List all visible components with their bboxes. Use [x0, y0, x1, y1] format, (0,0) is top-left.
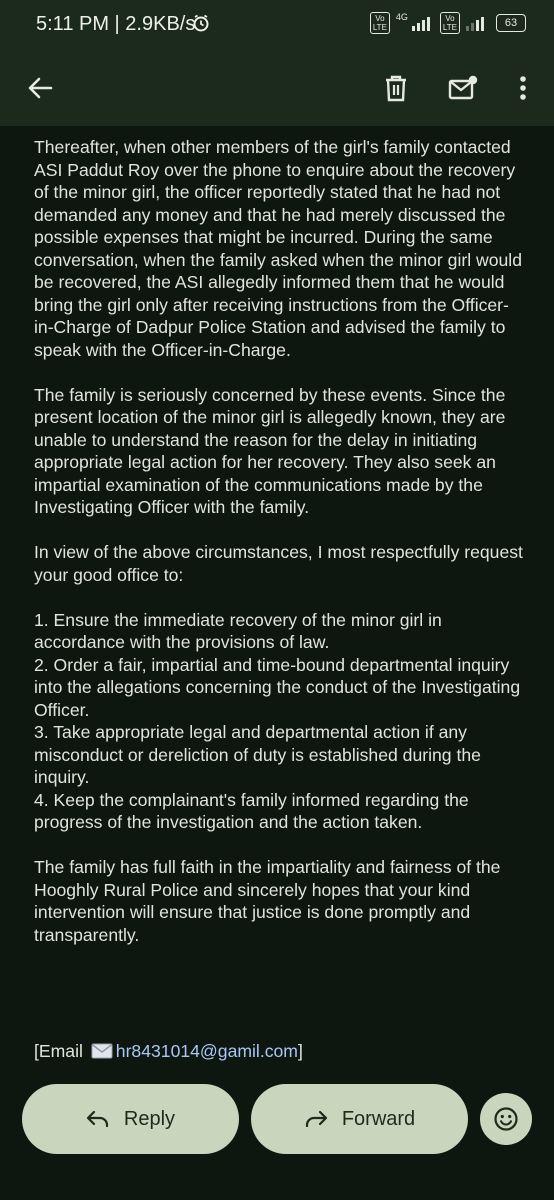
- emoji-smile-icon: [493, 1106, 519, 1132]
- more-vert-icon: [519, 75, 527, 101]
- mail-unread-icon: [448, 75, 478, 101]
- email-body: [34, 136, 526, 969]
- network-type: 4G: [395, 12, 408, 22]
- volte-indicator-2: Vo LTE: [440, 12, 460, 34]
- reply-button[interactable]: [22, 1084, 239, 1154]
- paragraph-1: Thereafter, when other members of the girl's family contacted ASI Paddut Roy over the phone to enquire about the recovery of the minor girl, the officer reportedly stated that he had not demanded any money and that he had merely discussed the possible expenses that might be incurred. During the same conversation, when the family asked when the minor girl would be recovered, the ASI allegedly informed them that he would bring the girl only after receiving instructions from the Officer-in-Charge of Dadpur Police Station and advised the family to speak with the Officer-in-Charge.: [34, 137, 522, 360]
- email-signature-line: [34, 1040, 303, 1064]
- list-item-1: 1. Ensure the immediate recovery of the minor girl in accordance with the provisions of law.: [34, 609, 442, 652]
- status-time: 5:11 PM | 2.9KB/s: [36, 13, 196, 35]
- reply-label: Reply: [123, 1107, 176, 1130]
- delete-button[interactable]: [378, 70, 414, 106]
- email-suffix: ]: [297, 1041, 303, 1061]
- closing-paragraph: The family has full faith in the impartiality and fairness of the Hooghly Rural Police and sincerely hopes that your kind intervention will ensure that justice is done promptly and transparently.: [34, 857, 501, 945]
- more-options-button[interactable]: [505, 70, 541, 106]
- email-link[interactable]: hr8431014@gamil.com: [115, 1041, 298, 1061]
- forward-label: Forward: [341, 1107, 416, 1130]
- reply-icon: [86, 1110, 110, 1128]
- list-item-3: 3. Take appropriate legal and departmental action if any misconduct or dereliction of duty is established during the inquiry.: [34, 722, 481, 787]
- trash-icon: [384, 74, 408, 102]
- email-prefix: [Email: [34, 1041, 83, 1061]
- mark-unread-button[interactable]: [445, 70, 481, 106]
- list-item-4: 4. Keep the complainant's family informed regarding the progress of the investigation and the action taken.: [34, 789, 469, 832]
- back-button[interactable]: [22, 70, 58, 106]
- arrow-left-icon: [27, 75, 53, 101]
- signal-icon-2: [466, 15, 484, 31]
- app-bar: [0, 52, 554, 126]
- volte-indicator-1: Vo LTE: [370, 12, 390, 34]
- list-item-2: 2. Order a fair, impartial and time-bound departmental inquiry into the allegations concerning the conduct of the Investigating Officer.: [34, 654, 521, 720]
- paragraph-3: In view of the above circumstances, I most respectfully request your good office to:: [34, 542, 523, 585]
- status-icons: [370, 12, 526, 34]
- emoji-reaction-button[interactable]: [480, 1093, 532, 1145]
- status-bar: [0, 0, 554, 52]
- forward-icon: [304, 1110, 328, 1128]
- signal-icon-1: [412, 15, 430, 31]
- envelope-icon: [91, 1042, 113, 1064]
- alarm-icon: [192, 14, 210, 37]
- battery-indicator: 63: [496, 14, 526, 32]
- paragraph-2: The family is seriously concerned by these events. Since the present location of the minor girl is allegedly known, they are unable to understand the reason for the delay in initiating appropriate legal action for her recovery. They also seek an impartial examination of the communications made by the Investigating Officer with the family.: [34, 384, 506, 517]
- request-list: [34, 609, 526, 834]
- forward-button[interactable]: [251, 1084, 468, 1154]
